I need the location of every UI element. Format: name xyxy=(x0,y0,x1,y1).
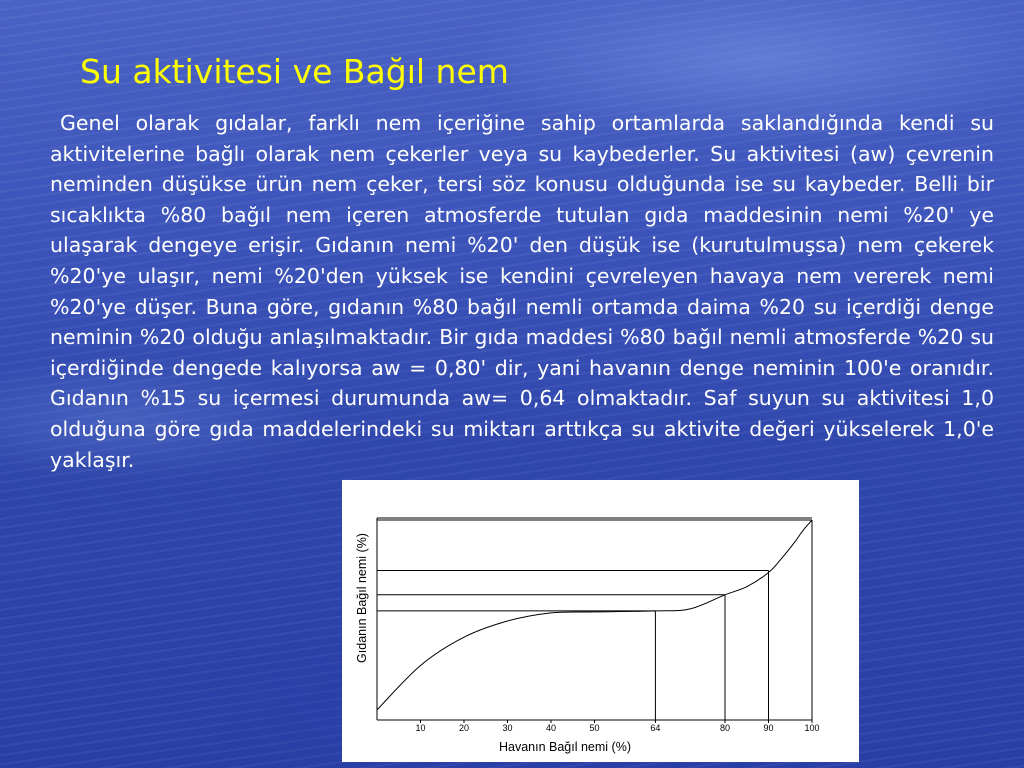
x-tick-label: 50 xyxy=(589,723,600,733)
sorption-curve xyxy=(377,520,812,710)
x-tick-label: 90 xyxy=(763,723,774,733)
chart-panel xyxy=(342,480,859,762)
sorption-chart xyxy=(342,480,859,762)
x-tick-label: 20 xyxy=(458,723,470,733)
x-tick-label: 30 xyxy=(502,723,513,733)
x-tick-label: 64 xyxy=(650,723,661,733)
y-axis-label: Gıdanın Bağıl nemi (%) xyxy=(355,533,369,663)
x-axis-label: Havanın Bağıl nemi (%) xyxy=(498,740,632,754)
slide-body-text: Genel olarak gıdalar, farklı nem içeriğine sahip ortamlarda saklandığında kendi su aktivitelerine bağlı olarak nem çekerler veya su kaybederler. Su aktivitesi (aw) çevrenin neminden düşükse ürün nem çeker, tersi söz konusu olduğunda ise su kaybeder. Belli bir sıcaklıkta %80 bağıl nem içeren atmosferde tutulan gıda maddesinin nemi %20' ye ulaşarak dengeye erişir. Gıdanın nemi %20' den düşük ise (kurutulmuşsa) nem çekerek %20'ye ulaşır, nemi %20'den yüksek ise kendini çevreleyen havaya nem vererek nemi %20'ye düşer. Buna göre, gıdanın %80 bağıl nemli ortamda daima %20 su içerdiği denge neminin %20 olduğu anlaşılmaktadır. Bir gıda maddesi %80 bağıl nemli atmosferde %20 su içerdiğinde dengede kalıyorsa aw = 0,80' dir, yani havanın denge neminin 100'e oranıdır. Gıdanın %15 su içermesi durumunda aw= 0,64 olmaktadır. Saf suyun su aktivitesi 1,0 olduğuna göre gıda maddelerindeki su miktarı arttıkça su aktivite değeri yükselerek 1,0'e yaklaşır. xyxy=(50,111,994,472)
x-tick-label: 100 xyxy=(804,723,820,733)
slide-title: Su aktivitesi ve Bağıl nem xyxy=(80,52,509,91)
x-tick-label: 40 xyxy=(545,723,557,733)
x-tick-label: 10 xyxy=(415,723,426,733)
x-tick-label: 80 xyxy=(719,723,731,733)
